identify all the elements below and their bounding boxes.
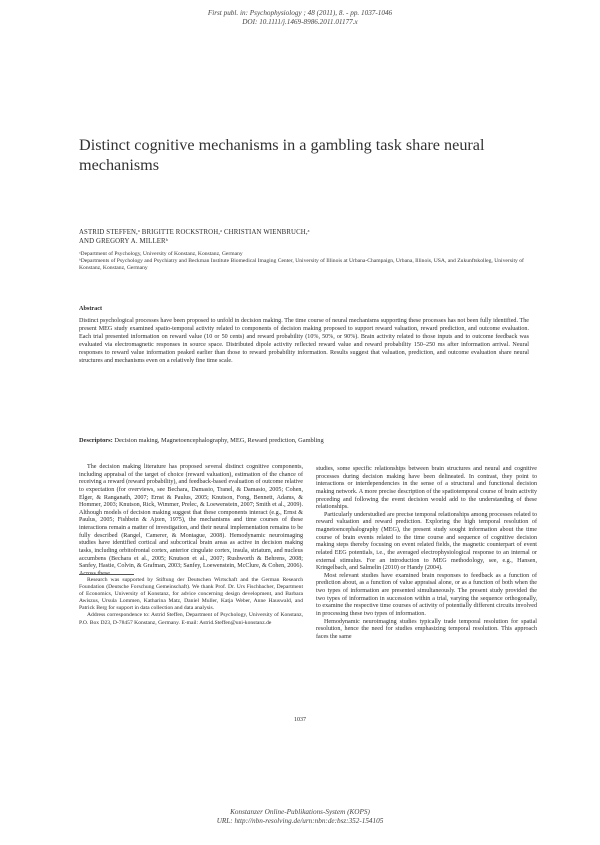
author-line-1: ASTRID STEFFEN,ᵃ BRIGITTE ROCKSTROH,ᵃ CHRISTIAN WIENBRUCH,ᵃ [79,229,310,236]
repository-name: Konstanzer Online-Publikations-System (KOPS) [230,808,370,816]
repository-url[interactable]: URL: http://nbn-resolving.de/urn:nbn:de:bsz:352-154105 [216,817,384,825]
affiliation-a: ᵃDepartment of Psychology, University of Konstanz, Konstanz, Germany [79,251,243,257]
body-paragraph: Hemodynamic neuroimaging studies typically trade temporal resolution for spatial resolution, hence the need for studies emphasizing temporal resolution. This approach faces the same [316,618,537,640]
funding-note: Research was supported by Stiftung der Deutschen Wirtschaft and the German Research Foundation (Deutsche Forschung Gemeinschaft). We thank Prof. Dr. Urs Fischbacher, Department of Economics, University of Konstanz, for advice concerning design development, and Barbara Awiszus, Ursula Lommen, Katharina Matz, Daniel Muller, Katja Weber, Anne Hauswald, and Patrick Berg for support in data collection and data analysis. [79,577,303,612]
body-column-left [79,464,303,578]
body-paragraph: The decision making literature has proposed several distinct cognitive components, including appraisal of the target of choice (reward valuation), estimation of the chance of receiving a reward (reward probability), and feedback-based evaluation of outcome relative to expectation (for overviews, see Bechara, Damasio, Tranel, & Damasio, 2005; Cohen, Elger, & Ranganath, 2007; Ernst & Paulus, 2005; Knutson, Fong, Bennett, Adams, & Hommer, 2003; Knutson, Rick, Wimmer, Prelec, & Loewenstein, 2007; Smith et al., 2009). Although models of decision making suggest that these components interact (e.g., Ernst & Paulus, 2005; Fishbein & Ajzen, 1975), the mechanisms and time courses of these interactions remain a matter of investigation, and their neural implementation remains to be fully described (Rangel, Camerer, & Montague, 2008). Hemodynamic neuroimaging studies have identified cortical and subcortical brain areas as active in decision making tasks, including orbitofrontal cortex, anterior cingulate cortex, insula, striatum, and nucleus accumbens (Bechara et al., 2005; Knutson et al., 2007; Rushworth & Behrens, 2008; Sanfey, Hastie, Colvin, & Grafman, 2003; Sanfey, Loewenstein, McClure, & Cohen, 2006). Across these [79,464,303,577]
body-paragraph: Particularly understudied are precise temporal relationships among processes related to reward valuation and reward prediction. Exploring the high temporal resolution of magnetoencephalography (MEG), the present study sought information about the time course of brain events related to the time course and sequence of cognitive decision making steps thereby focusing on event related fields, the magnetic counterpart of event related EEG potentials, i.e., the averaged electrophysiological response to an internal or external stimulus. For an introduction to MEG methodology, see, e.g., Hansen, Kringelbach, and Salmelin (2010) or Handy (2004). [316,511,537,572]
affiliations [79,251,529,273]
body-paragraph: Most relevant studies have examined brain responses to feedback as a function of prediction about, as a function of value appraisal alone, or as a function of both when the two types of information are presented simultaneously. The present study provided the two types of information in succession within a trial, varying the sequence orthogonally, to examine the respective time courses of activity of potentially different circuits involved in processing these two types of information. [316,572,537,617]
publication-info-line: First publ. in: Psychophysiology ; 48 (2011), 8. - pp. 1037-1046 [207,9,393,17]
abstract-text: Distinct psychological processes have been proposed to unfold in decision making. The time course of neural mechanisms supporting these processes has not been fully identified. The present MEG study examined spatio-temporal activity related to components of decision making proposed to support reward valuation, reward prediction, and outcome evaluation. Each trial presented information on reward value (10 or 50 cents) and reward probability (10%, 50%, or 90%). Brain activity related to those inputs and to outcome feedback was evaluated via electromagnetic responses in source space. Distributed dipole activity reflected reward value and reward probability 150–250 ms after information arrival. Neural responses to reward value information peaked earlier than those to reward probability information. Results suggest that valuation, prediction, and outcome evaluation share neural structures and mechanisms even on a relatively fine time scale. [79,318,529,365]
abstract-heading: Abstract [79,305,103,312]
doi-line: DOI: 10.1111/j.1469-8986.2011.01177.x [242,18,358,26]
page-number: 1037 [294,717,306,723]
footnote-divider [79,574,134,575]
body-column-right [316,466,537,641]
footnote [79,577,303,627]
descriptors-label: Descriptors: [79,437,113,444]
article-title: Distinct cognitive mechanisms in a gambling task share neural mechanisms [79,136,485,174]
correspondence-note: Address correspondence to: Astrid Steffen, Department of Psychology, University of Konstanz, P.O. Box D23, D-78457 Konstanz, Germany. E-mail: Astrid.Steffen@uni-konstanz.de [79,612,303,626]
author-list [79,229,519,246]
author-line-2: AND GREGORY A. MILLERᵇ [79,237,168,245]
descriptors [79,437,529,444]
descriptors-list: Decision making, Magnetoencephalography, MEG, Reward prediction, Gambling [114,437,324,444]
body-paragraph: studies, some specific relationships between brain structures and neural and cognitive processes during decision making have been delineated. In contrast, they point to interactions or interdependencies in the sense of a structural and functional decision making network. A more precise description of the spatiotemporal course of brain activity preceding and following the event decision would add to the understanding of these relationships. [316,466,537,511]
affiliation-b: ᵇDepartments of Psychology and Psychiatry and Beckman Institute Biomedical Imaging Center, University of Illinois at Urbana-Champaign, Urbana, Illinois, USA, and Zukunftskolleg, University of Konstanz, Konstanz, Germany [79,258,524,272]
